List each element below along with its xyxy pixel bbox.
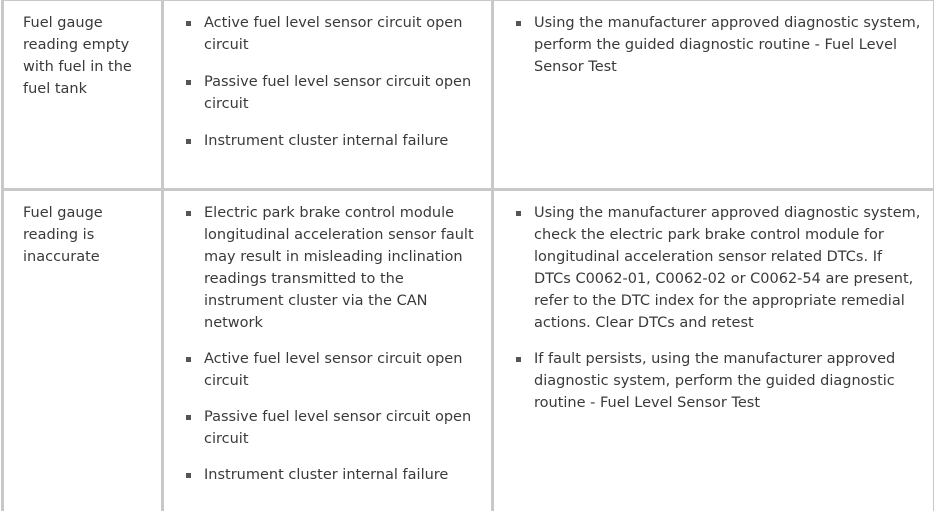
action-item: If fault persists, using the manufacturer approved diagnostic system, perform the guided diagnostic routine - Fuel Level Sensor Test	[515, 348, 923, 414]
cause-item: Active fuel level sensor circuit open circuit	[185, 348, 481, 392]
symptom-cell	[3, 1, 163, 190]
possible-causes-cell	[163, 1, 493, 190]
possible-causes-cell	[163, 190, 493, 511]
action-item: Using the manufacturer approved diagnostic system, check the electric park brake control module for longitudinal acceleration sensor related DTCs. If DTCs C0062-01, C0062-02 or C0062-54 are present, refer to the DTC index for the appropriate remedial actions. Clear DTCs and retest	[515, 202, 923, 334]
cause-item: Instrument cluster internal failure	[185, 464, 481, 486]
cause-item: Instrument cluster internal failure	[185, 130, 481, 152]
action-list	[494, 1, 933, 78]
action-list	[494, 191, 933, 414]
cause-item: Passive fuel level sensor circuit open circuit	[185, 71, 481, 115]
cause-item: Electric park brake control module longitudinal acceleration sensor fault may result in misleading inclination readings transmitted to the instrument cluster via the CAN network	[185, 202, 481, 334]
symptom-cell	[3, 190, 163, 511]
cause-item: Passive fuel level sensor circuit open circuit	[185, 406, 481, 450]
cause-item: Active fuel level sensor circuit open circuit	[185, 12, 481, 56]
possible-causes-list	[164, 1, 491, 152]
symptom-text: Fuel gauge reading is inaccurate	[4, 191, 161, 268]
possible-causes-list	[164, 191, 491, 486]
action-item: Using the manufacturer approved diagnostic system, perform the guided diagnostic routine - Fuel Level Sensor Test	[515, 12, 923, 78]
symptom-text: Fuel gauge reading empty with fuel in the fuel tank	[4, 1, 161, 100]
action-cell	[493, 1, 934, 190]
table-row	[3, 190, 934, 511]
action-cell	[493, 190, 934, 511]
table-row	[3, 1, 934, 190]
diagnostic-table	[1, 0, 934, 511]
